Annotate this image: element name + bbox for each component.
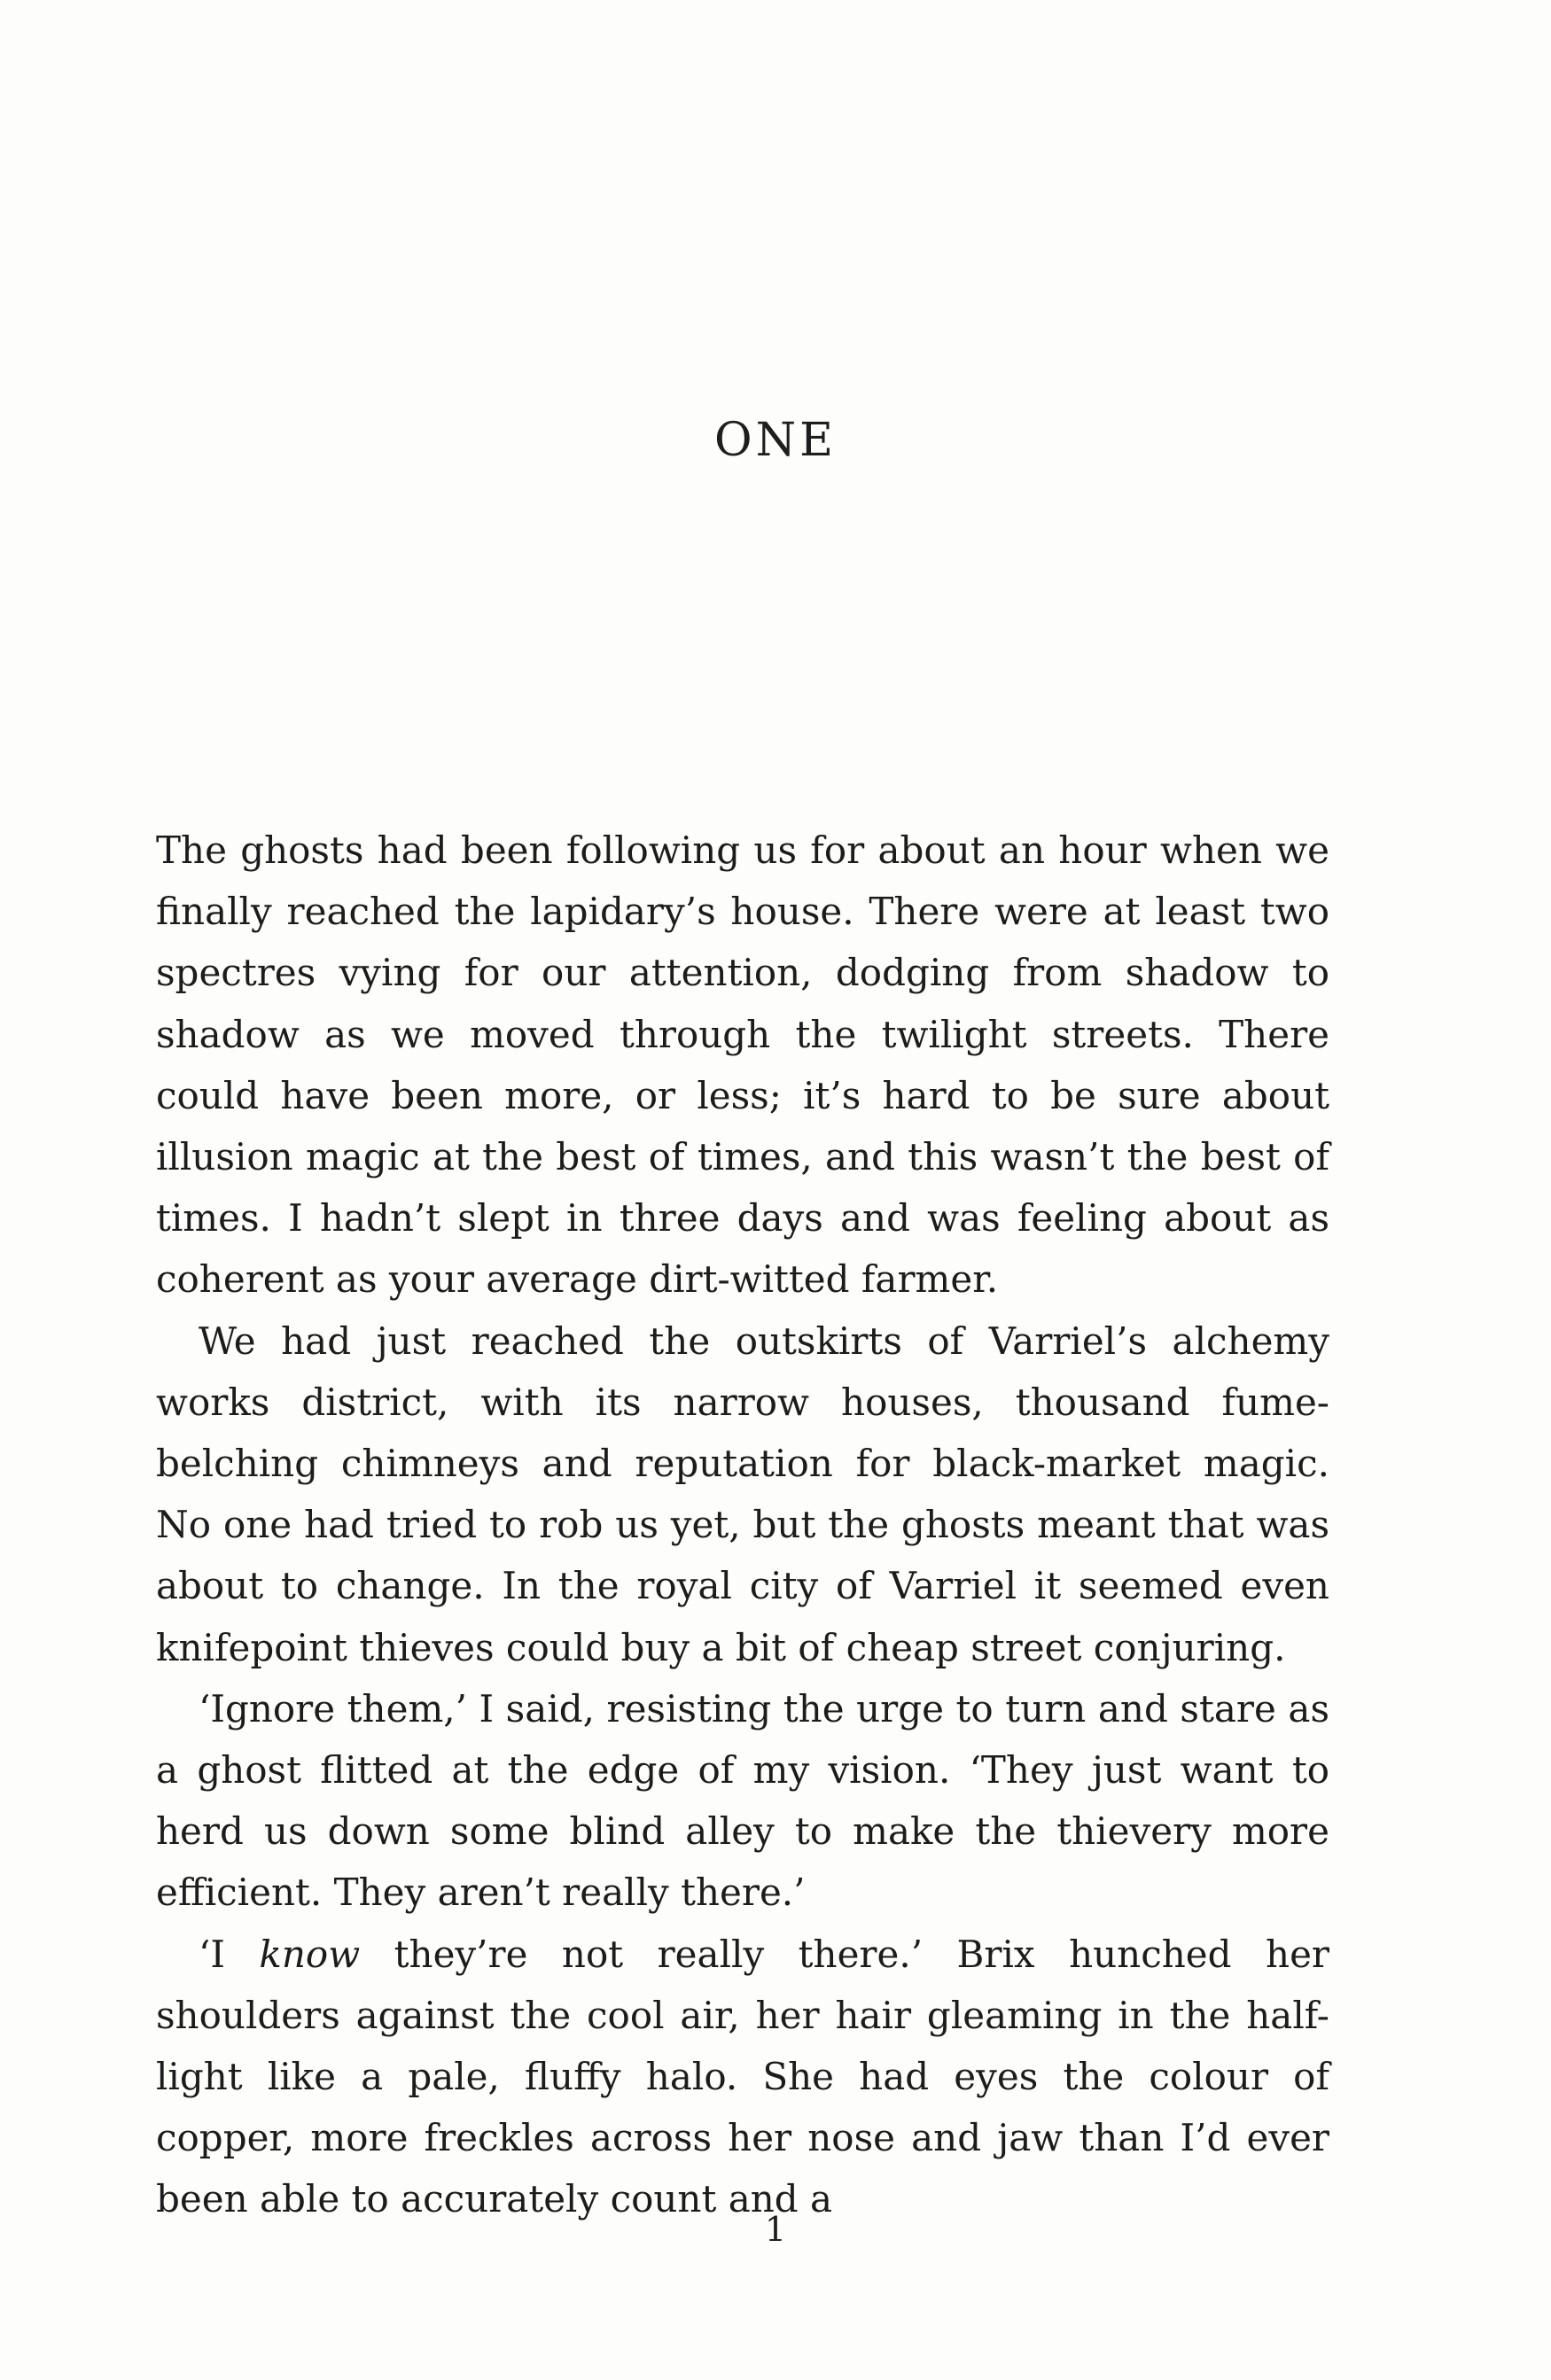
page-number: 1 [764,2210,787,2249]
paragraph-1: The ghosts had been following us for about an hour when we finally reached the lapidary’s house. There were at least two spectres vying for our attention, dodging from shadow to shadow as we moved through the twilight streets. There could have been more, or less; it’s hard to be sure about illusion magic at the best of times, and this wasn’t the best of times. I hadn’t slept in three days and was feeling about as coherent as your average dirt-witted farmer. [156,828,1329,1302]
paragraph-4-after: they’re not really there.’ Brix hunched her shoulders against the cool air, her hair gleaming in the half-light like a pale, fluffy halo. She had eyes the colour of copper, more freckles across her nose and jaw than I’d ever been able to accurately count and a [156,1932,1329,2221]
chapter-title: ONE [713,413,838,467]
paragraph-2: We had just reached the outskirts of Varriel’s alchemy works district, with its narrow houses, thousand fume-belching chimneys and reputation for black-market magic. No one had tried to rob us yet, but the ghosts meant that was about to change. In the royal city of Varriel it seemed even knifepoint thieves could buy a bit of cheap street conjuring. [156,1318,1329,1669]
paragraph-4 [156,1924,1329,2230]
paragraph-3: ‘Ignore them,’ I said, resisting the urge to turn and stare as a ghost flitted at the edge of my vision. ‘They just want to herd us down some blind alley to make the thievery more efficient. They aren’t really there.’ [156,1686,1329,1915]
chapter-body [156,820,1329,2230]
paragraph-4-before: ‘I [199,1932,260,1976]
paragraph-4-emphasis: know [259,1932,361,1976]
